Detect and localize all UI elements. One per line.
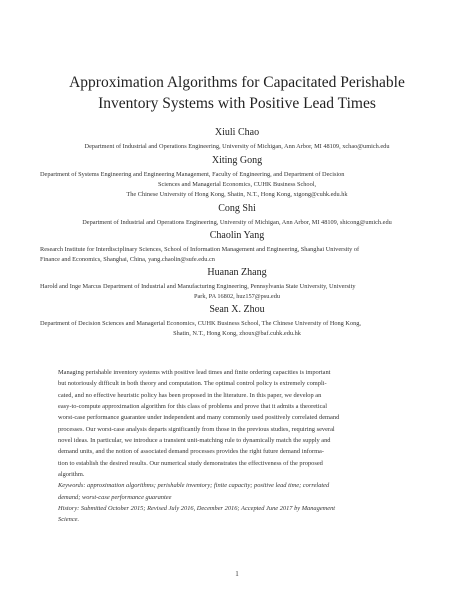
affiliation-line: Department of Industrial and Operations Engineering, University of Michigan, Ann Arbor, MI 48109, xchao@umich.edu <box>84 143 390 150</box>
abstract-line: easy-to-compute approximation algorithm for this class of problems and prove that it admits a theoretical <box>58 403 328 411</box>
abstract-line: demand units, and the notion of associated demand processes provides the right future demand informa- <box>58 448 325 456</box>
author-affiliation <box>40 170 434 200</box>
author-name: Sean X. Zhou <box>209 304 265 315</box>
affiliation-line: Research Institute for Interdisciplinary Sciences, School of Information Management and Engineering, Shanghai University of <box>40 246 360 253</box>
abstract-line: but notoriously difficult in both theory and computation. The optimal control policy is extremely compli- <box>58 380 327 388</box>
history-line: History: Submitted October 2015; Revised July 2016, December 2016; Accepted June 2017 by Management <box>58 505 336 513</box>
abstract-line: tion to establish the desired results. Our numerical study demonstrates the effectiveness of the proposed <box>58 459 323 467</box>
author-affiliation <box>40 245 434 265</box>
keywords-line: Keywords: approximation algorithms; perishable inventory; finite capacity; positive lead time; correlated <box>58 482 330 490</box>
title-line: Inventory Systems with Positive Lead Times <box>98 95 376 112</box>
abstract-line: processes. Our worst-case analysis departs significantly from those in the previous studies, requiring several <box>58 425 335 433</box>
author-name: Xiuli Chao <box>214 127 260 138</box>
author-block <box>40 230 434 265</box>
affiliation-line: The Chinese University of Hong Kong, Shatin, N.T., Hong Kong, xtgong@cuhk.edu.hk <box>126 191 348 198</box>
history-line: Science. <box>58 516 80 524</box>
affiliation-line: Park, PA 16802, huz157@psu.edu <box>193 293 281 300</box>
author-name: Chaolin Yang <box>209 230 265 241</box>
page-number: 1 <box>235 570 239 578</box>
affiliation-line: Finance and Economics, Shanghai, China, yang.chaolin@sufe.edu.cn <box>40 256 215 263</box>
affiliation-line: Department of Industrial and Operations Engineering, University of Michigan, Ann Arbor, MI 48109, shicong@umich.edu <box>82 219 392 226</box>
keywords-line: demand; worst-case performance guarantee <box>58 493 172 501</box>
abstract-line: algorithm. <box>58 471 85 479</box>
abstract-line: worst-case performance guarantee under independent and many commonly used positively correlated demand <box>58 414 340 422</box>
affiliation-line: Shatin, N.T., Hong Kong, zhoux@baf.cuhk.edu.hk <box>173 330 301 337</box>
author-block <box>40 267 434 302</box>
author-affiliation <box>40 282 434 302</box>
paper-title <box>40 72 434 114</box>
affiliation-line: Sciences and Managerial Economics, CUHK Business School, <box>157 181 317 188</box>
author-name: Huanan Zhang <box>207 267 267 278</box>
title-line: Approximation Algorithms for Capacitated Perishable <box>69 74 405 91</box>
abstract-line: cated, and no effective heuristic policy has been proposed in the literature. In this paper, we develop an <box>58 391 322 399</box>
affiliation-line: Department of Systems Engineering and Engineering Management, Faculty of Engineering, and Department of Decision <box>40 171 345 178</box>
affiliation-line: Harold and Inge Marcus Department of Industrial and Manufacturing Engineering, Pennsylvania State University, University <box>40 283 356 290</box>
author-name: Xiting Gong <box>211 155 263 166</box>
author-block <box>40 203 434 228</box>
author-name: Cong Shi <box>218 203 256 214</box>
abstract-line: novel ideas. In particular, we introduce a transient unit-matching rule to dynamically match the supply and <box>58 437 331 445</box>
author-block <box>40 304 434 339</box>
author-affiliation <box>40 142 434 152</box>
abstract-line: Managing perishable inventory systems with positive lead times and finite ordering capacities is important <box>58 369 331 376</box>
abstract <box>58 367 418 526</box>
author-block <box>40 127 434 152</box>
author-affiliation <box>40 218 434 228</box>
author-affiliation <box>40 319 434 339</box>
author-block <box>40 155 434 200</box>
affiliation-line: Department of Decision Sciences and Managerial Economics, CUHK Business School, The Chinese University of Hong Kong, <box>40 320 361 327</box>
